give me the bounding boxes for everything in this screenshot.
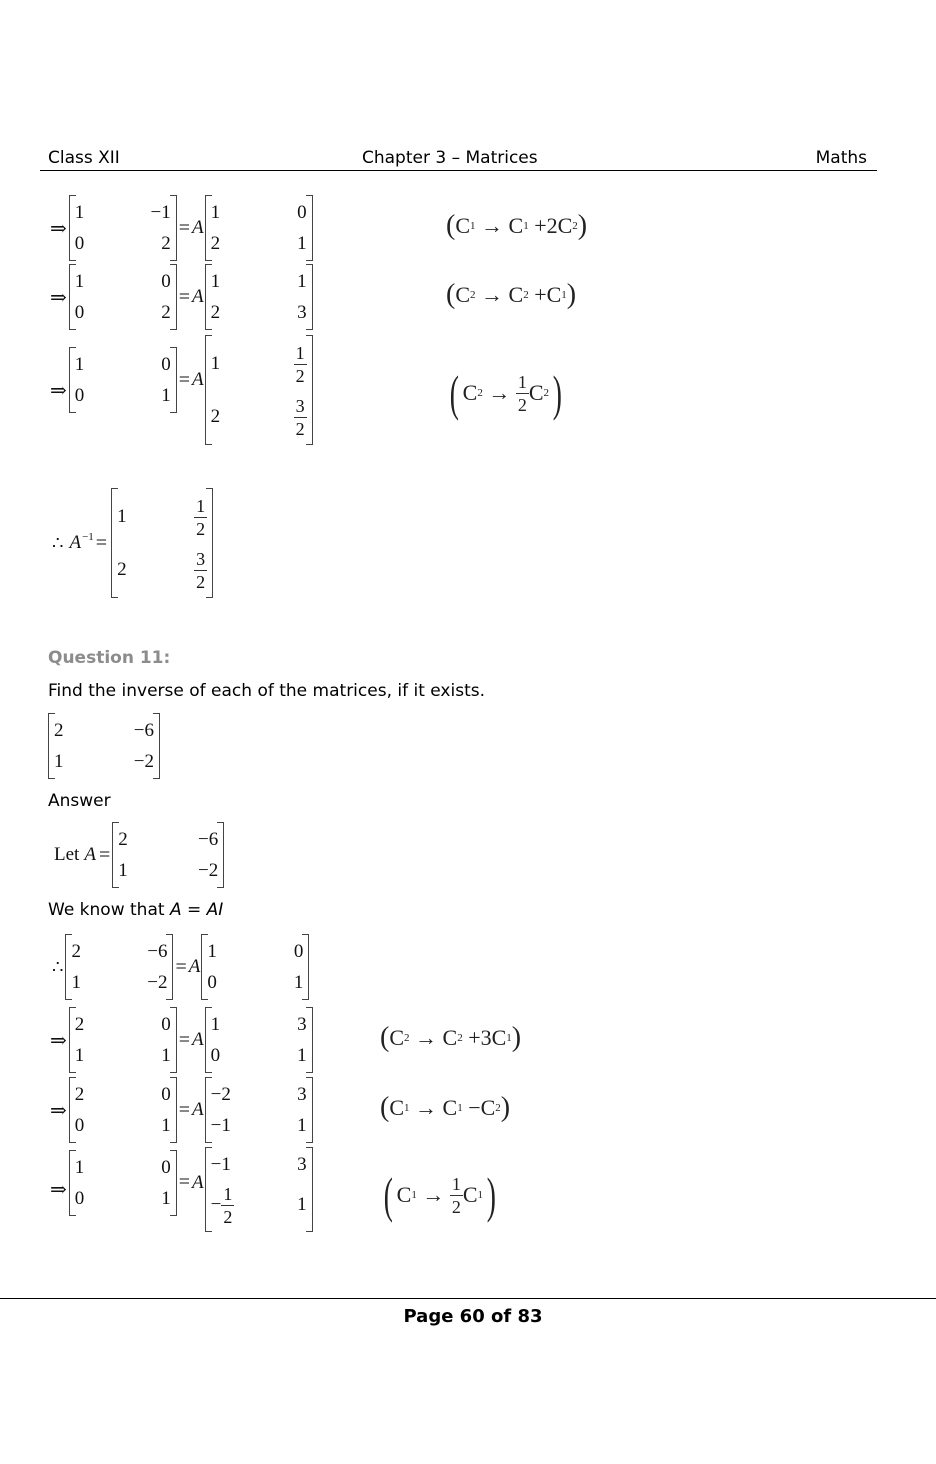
matrix-cell: 0	[74, 1115, 85, 1136]
question-prompt: Find the inverse of each of the matrices, if it exists.	[48, 681, 486, 701]
variable-a: A	[192, 1171, 204, 1193]
matrix-cell: 1	[210, 202, 221, 223]
matrix-cell: 2	[71, 941, 81, 962]
matrix-cell: 0	[74, 385, 85, 406]
equation-step	[50, 1077, 313, 1143]
matrix-cell: 1	[297, 1115, 307, 1136]
matrix-cell: 1	[210, 1014, 221, 1035]
matrix-cell: 0	[74, 233, 85, 254]
matrix-cell: 2	[210, 233, 221, 254]
matrix	[69, 264, 177, 330]
let-label: Let	[54, 844, 80, 865]
matrix-cell: 1	[74, 271, 85, 292]
matrix-cell: 2	[210, 302, 221, 323]
know-equation: A = AI	[169, 900, 224, 920]
matrix-cell: 0	[207, 972, 217, 993]
matrix-cell: − $\frac{1}{2}$	[210, 1184, 233, 1228]
matrix-cell: −1	[150, 202, 171, 223]
matrix-cell: 1	[207, 941, 217, 962]
matrix	[205, 1077, 313, 1143]
matrix	[111, 488, 213, 598]
matrix-cell: −1	[210, 1154, 231, 1175]
implies-icon: ⇒	[50, 286, 67, 309]
matrix-cell: 1	[74, 202, 85, 223]
matrix-cell: 2	[117, 559, 127, 580]
matrix-cell: 1	[297, 1045, 307, 1066]
equals-sign: =	[178, 1028, 191, 1051]
matrix-cell: $\frac{3}{2}$	[295, 396, 305, 440]
know-text: We know that	[48, 900, 165, 920]
implies-icon: ⇒	[50, 379, 67, 402]
equation-step	[52, 934, 309, 1000]
matrix-cell: 0	[161, 354, 171, 375]
matrix-cell: 0	[161, 1014, 171, 1035]
matrix	[69, 1150, 177, 1216]
column-operation: ( C 1 → $\frac{1}{2}$ C 1 )	[383, 1167, 496, 1223]
matrix	[69, 347, 177, 413]
header-chapter: Chapter 3 – Matrices	[362, 148, 538, 168]
matrix-cell: −2	[198, 860, 219, 881]
matrix-cell: 1	[161, 1187, 171, 1209]
matrix-cell: 0	[161, 1084, 171, 1105]
variable-a: A	[192, 1099, 204, 1120]
matrix-cell: 1	[210, 353, 221, 374]
matrix-cell: 3	[297, 1154, 307, 1175]
matrix	[201, 934, 309, 1000]
matrix	[205, 264, 313, 330]
matrix-cell: 3	[297, 1014, 307, 1035]
variable-a: A	[192, 369, 204, 390]
equation-step	[50, 195, 313, 261]
column-operation: ( C 1 → C 1 −C 2 )	[380, 1092, 511, 1123]
matrix-cell: 3	[297, 1084, 307, 1105]
equation-step	[50, 1147, 313, 1232]
footer-divider	[0, 1298, 936, 1299]
matrix-cell: 0	[161, 271, 171, 292]
matrix	[205, 1147, 313, 1232]
matrix-cell: −1	[210, 1115, 231, 1136]
equals-sign: =	[178, 1171, 191, 1193]
variable-a: A	[192, 217, 204, 238]
matrix-cell: 2	[161, 233, 171, 254]
matrix-cell: 1	[297, 233, 307, 254]
equation-step	[50, 335, 313, 445]
answer-label: Answer	[48, 791, 111, 811]
matrix-cell: 1	[74, 1156, 85, 1178]
header-subject: Maths	[815, 148, 867, 168]
matrix-cell: 0	[74, 1187, 85, 1209]
matrix-cell: 1	[210, 271, 221, 292]
matrix	[69, 195, 177, 261]
matrix	[69, 1077, 177, 1143]
inverse-superscript: −1	[82, 531, 94, 543]
equals-sign: =	[175, 955, 187, 978]
matrix-cell: 1	[161, 385, 171, 406]
question-matrix	[48, 713, 160, 779]
therefore-icon: ∴	[52, 956, 64, 977]
implies-icon: ⇒	[50, 1099, 67, 1122]
matrix-cell: 0	[161, 1156, 171, 1178]
inverse-result	[52, 488, 213, 598]
matrix	[65, 934, 173, 1000]
matrix	[48, 713, 160, 779]
matrix-cell: 1	[161, 1045, 171, 1066]
implies-icon: ⇒	[50, 1029, 67, 1052]
matrix-cell: −6	[133, 720, 154, 741]
matrix-cell: 0	[293, 941, 304, 962]
column-operation: ( C 2 → $\frac{1}{2}$ C 2 )	[449, 365, 562, 421]
column-operation: ( C 1 → C 1 +2C 2 )	[446, 210, 588, 241]
matrix-cell: 2	[74, 1014, 85, 1035]
matrix-cell: 2	[118, 829, 128, 850]
variable-a: A	[192, 286, 204, 307]
equals-sign: =	[178, 285, 191, 308]
matrix-cell: 1	[71, 972, 81, 993]
matrix-cell: −6	[198, 829, 219, 850]
header-class: Class XII	[48, 148, 120, 168]
matrix	[112, 822, 224, 888]
matrix-cell: 1	[297, 1194, 307, 1215]
matrix-cell: $\frac{1}{2}$	[196, 496, 206, 540]
matrix-cell: 1	[118, 860, 128, 881]
matrix-cell: 1	[293, 972, 304, 993]
matrix-cell: $\frac{3}{2}$	[196, 549, 206, 593]
equals-sign: =	[178, 216, 191, 239]
implies-icon: ⇒	[50, 217, 67, 240]
variable-a: A	[192, 1029, 204, 1050]
column-operation: ( C 2 → C 2 +3C 1 )	[380, 1022, 522, 1053]
matrix-cell: 2	[210, 406, 221, 427]
equation-step	[50, 264, 313, 330]
question-title: Question 11:	[48, 648, 171, 668]
matrix-cell: 1	[54, 751, 64, 772]
matrix	[205, 195, 313, 261]
matrix-cell: −2	[133, 751, 154, 772]
equals-sign: =	[178, 368, 191, 391]
equation-step	[50, 1007, 313, 1073]
column-operation: ( C 2 → C 2 +C 1 )	[446, 279, 577, 310]
matrix-cell: 3	[297, 302, 307, 323]
matrix-cell: 2	[161, 302, 171, 323]
matrix-cell: $\frac{1}{2}$	[295, 343, 305, 387]
matrix-cell: 0	[210, 1045, 221, 1066]
matrix-cell: 1	[117, 506, 127, 527]
matrix-cell: 2	[54, 720, 64, 741]
page-header	[40, 146, 877, 171]
let-statement	[54, 822, 224, 888]
page-number: Page 60 of 83	[403, 1306, 543, 1327]
matrix	[205, 1007, 313, 1073]
matrix	[69, 1007, 177, 1073]
therefore-icon: ∴	[52, 532, 64, 553]
equals-sign: =	[98, 843, 111, 866]
equals-sign: =	[95, 531, 108, 554]
variable-a: A	[84, 844, 96, 865]
matrix-cell: 1	[74, 1045, 85, 1066]
implies-icon: ⇒	[50, 1179, 67, 1201]
matrix-cell: 1	[161, 1115, 171, 1136]
matrix	[205, 335, 313, 445]
matrix-cell: 1	[297, 271, 307, 292]
equals-sign: =	[178, 1098, 191, 1121]
matrix-cell: 0	[297, 202, 307, 223]
page-footer	[0, 1306, 936, 1327]
matrix-cell: 2	[74, 1084, 85, 1105]
know-statement	[48, 900, 223, 920]
variable-a: A	[188, 956, 201, 977]
matrix-cell: −6	[147, 941, 168, 962]
matrix-cell: 0	[74, 302, 85, 323]
matrix-cell: −2	[210, 1084, 231, 1105]
inverse-label: A	[69, 532, 82, 553]
matrix-cell: 1	[74, 354, 85, 375]
matrix-cell: −2	[147, 972, 168, 993]
